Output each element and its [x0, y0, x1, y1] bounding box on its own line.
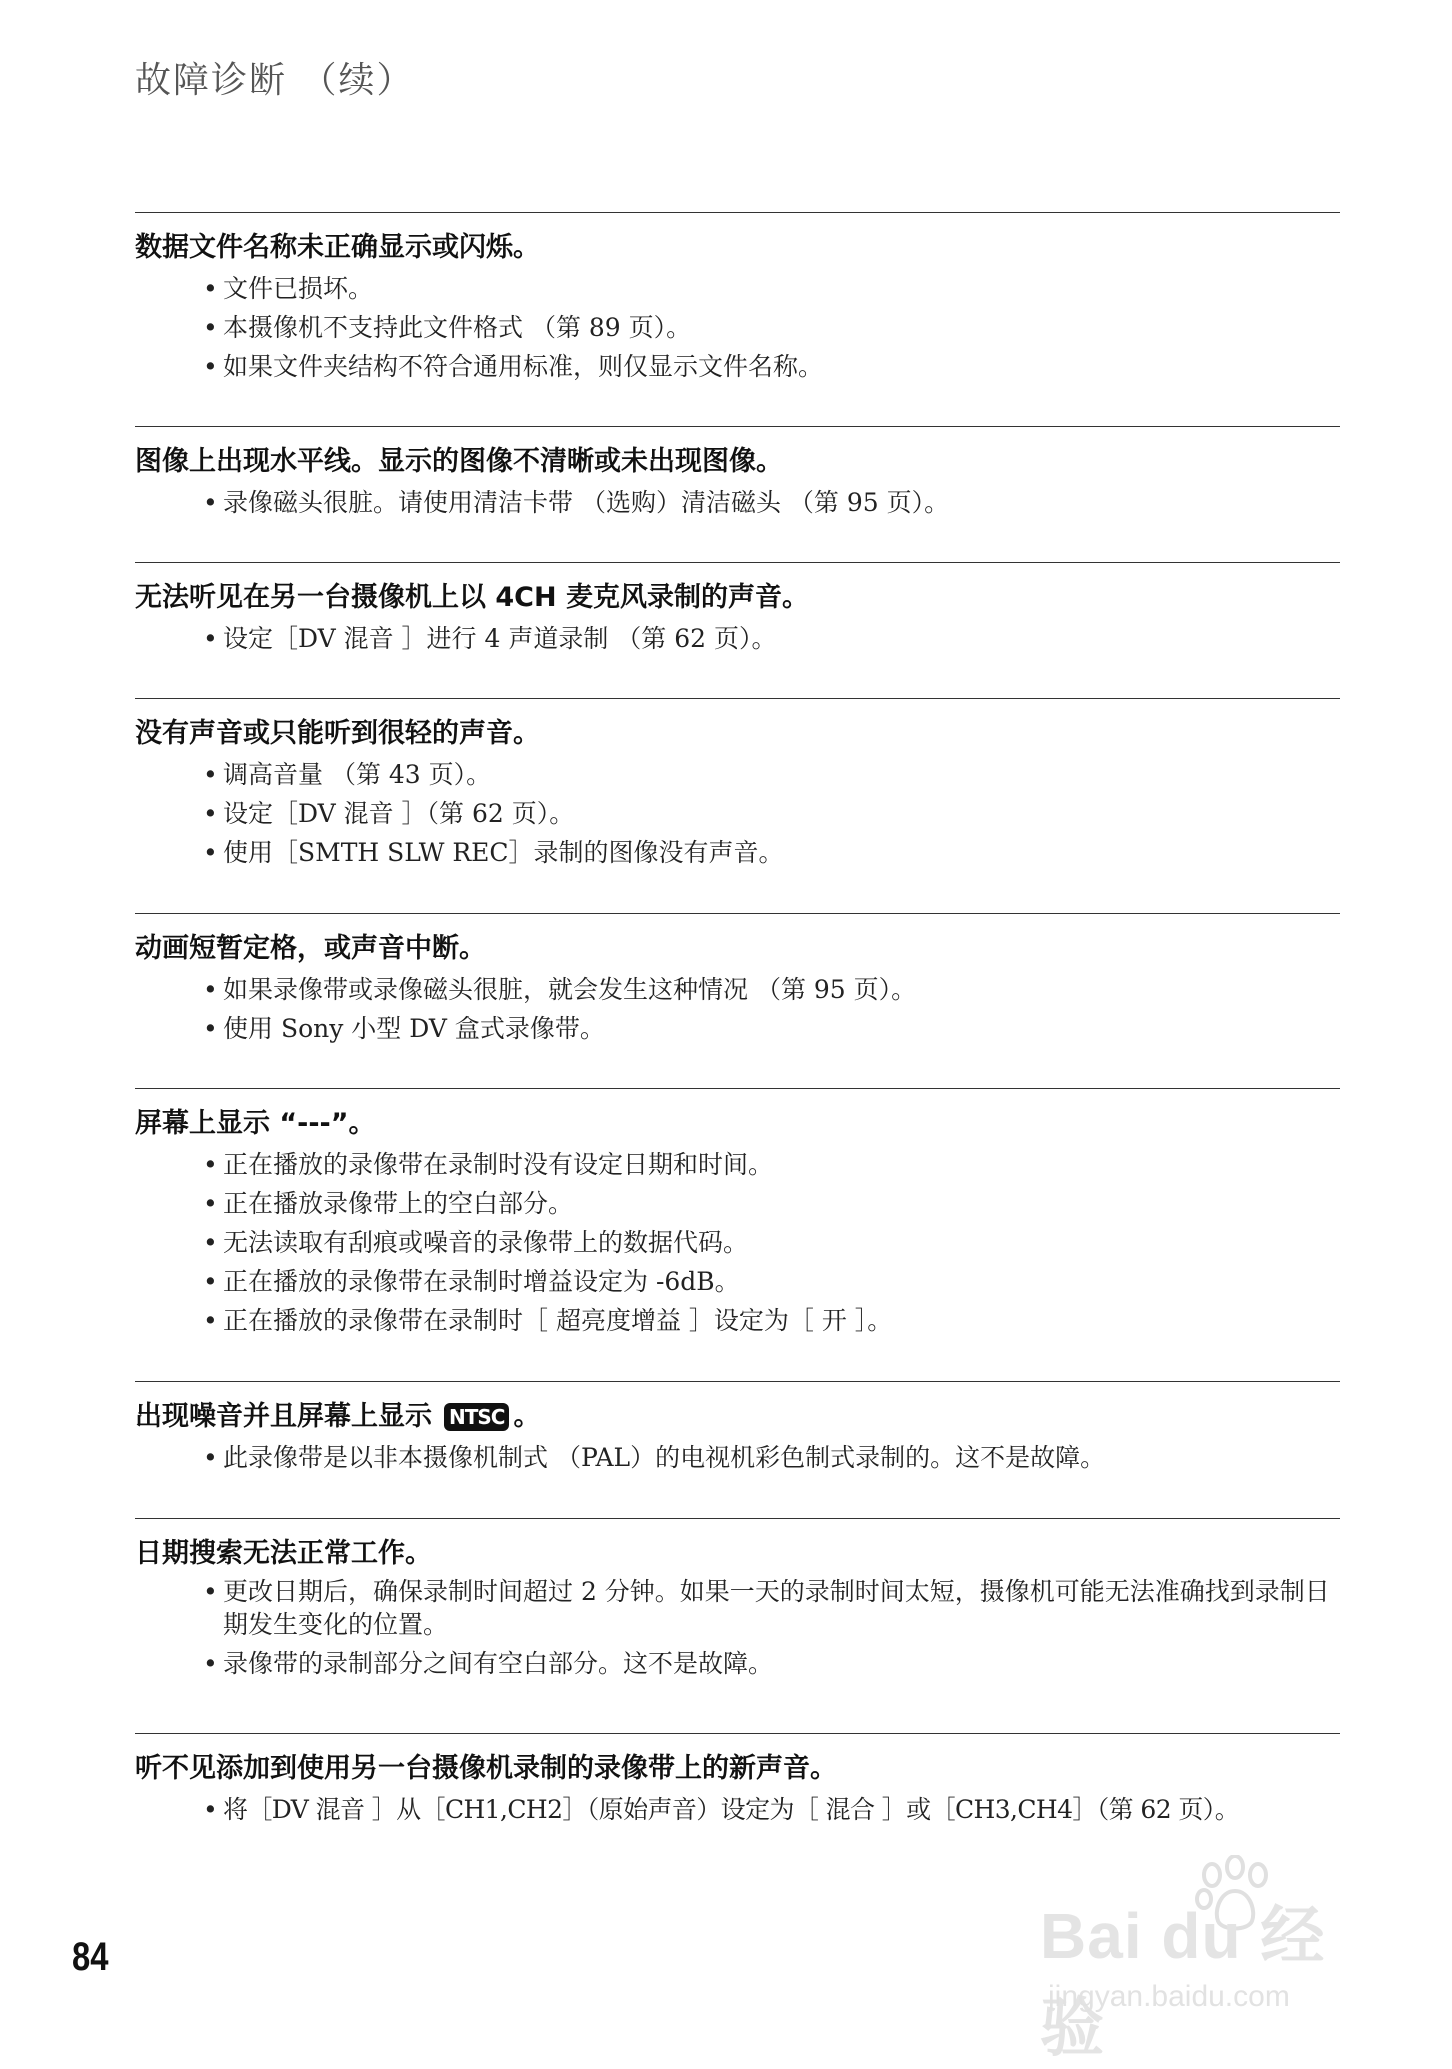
bullet-item: • 将［DV 混音 ］从［CH1,CH2］（原始声音）设定为［ 混合 ］或［CH3,CH4］（第 62 页）。: [203, 1795, 1240, 1824]
section-title: 听不见添加到使用另一台摄像机录制的录像带上的新声音。: [135, 1753, 837, 1784]
bullet-list: [135, 755, 1340, 872]
bullet-item: • 使用 Sony 小型 DV 盒式录像带。: [203, 1014, 605, 1043]
bullet-list: [135, 1145, 1340, 1340]
bullet-list: [135, 970, 1340, 1048]
bullet-item: • 无法读取有刮痕或噪音的录像带上的数据代码。: [203, 1228, 749, 1257]
bullet-item: • 如果文件夹结构不符合通用标准，则仅显示文件名称。: [203, 352, 824, 381]
section-4: [135, 913, 1340, 1088]
bullet-item: • 此录像带是以非本摄像机制式 （PAL）的电视机彩色制式录制的。这不是故障。: [203, 1443, 1106, 1472]
section-5: [135, 1088, 1340, 1381]
bullet-item: • 更改日期后，确保录制时间超过 2 分钟。如果一天的录制时间太短，摄像机可能无法准确找到录制日期发生变化的位置。: [203, 1577, 1330, 1639]
section-title: 数据文件名称未正确显示或闪烁。: [135, 232, 540, 263]
bullet-item: • 正在播放的录像带在录制时［ 超亮度增益 ］设定为［ 开 ］。: [203, 1306, 893, 1335]
bullet-item: • 正在播放录像带上的空白部分。: [203, 1189, 574, 1218]
ntsc-icon: NTSC: [444, 1403, 509, 1431]
section-title: 日期搜索无法正常工作。: [135, 1538, 432, 1569]
page-number: 84: [72, 1935, 109, 1979]
section-title-text: 出现噪音并且屏幕上显示: [135, 1401, 432, 1432]
section-title: 动画短暂定格，或声音中断。: [135, 933, 486, 964]
section-title: 屏幕上显示 “---”。: [135, 1108, 376, 1139]
bullet-list: [135, 619, 1340, 658]
bullet-item: • 正在播放的录像带在录制时增益设定为 -6dB。: [203, 1267, 740, 1296]
page-header: 故障诊断 （续）: [135, 60, 415, 101]
section-title: [135, 1400, 1340, 1434]
section-7: [135, 1518, 1340, 1733]
section-8: [135, 1733, 1340, 1862]
bullet-list: [135, 1575, 1340, 1683]
watermark-text: Bai du 经验: [1040, 1900, 1326, 2064]
bullet-list: [135, 483, 1340, 522]
bullet-list: [135, 269, 1340, 386]
section-title-suffix: 。: [513, 1401, 541, 1432]
section-0: [135, 212, 1340, 426]
bullet-item: • 调高音量 （第 43 页）。: [203, 760, 492, 789]
bullet-list: [135, 1438, 1340, 1477]
bullet-item: • 本摄像机不支持此文件格式 （第 89 页）。: [203, 313, 692, 342]
bullet-item: • 文件已损坏。: [203, 274, 374, 303]
section-3: [135, 698, 1340, 913]
troubleshooting-content: [135, 212, 1340, 1862]
bullet-list: [135, 1790, 1340, 1829]
bullet-item: • 正在播放的录像带在录制时没有设定日期和时间。: [203, 1150, 774, 1179]
baidu-watermark: [1040, 1855, 1360, 2064]
section-1: [135, 426, 1340, 562]
section-6: [135, 1381, 1340, 1518]
section-title: 无法听见在另一台摄像机上以 4CH 麦克风录制的声音。: [135, 582, 809, 613]
bullet-item: • 录像磁头很脏。请使用清洁卡带 （选购）清洁磁头 （第 95 页）。: [203, 488, 950, 517]
bullet-item: • 使用［SMTH SLW REC］录制的图像没有声音。: [203, 838, 784, 867]
bullet-item: • 设定［DV 混音 ］（第 62 页）。: [203, 799, 575, 828]
section-title: 图像上出现水平线。显示的图像不清晰或未出现图像。: [135, 446, 783, 477]
section-title: 没有声音或只能听到很轻的声音。: [135, 718, 540, 749]
bullet-item: • 设定［DV 混音 ］进行 4 声道录制 （第 62 页）。: [203, 624, 777, 653]
bullet-item: • 录像带的录制部分之间有空白部分。这不是故障。: [203, 1649, 774, 1678]
bullet-item: • 如果录像带或录像磁头很脏，就会发生这种情况 （第 95 页）。: [203, 975, 917, 1004]
watermark-url: jingyan.baidu.com: [1048, 1980, 1290, 2013]
section-2: [135, 562, 1340, 698]
